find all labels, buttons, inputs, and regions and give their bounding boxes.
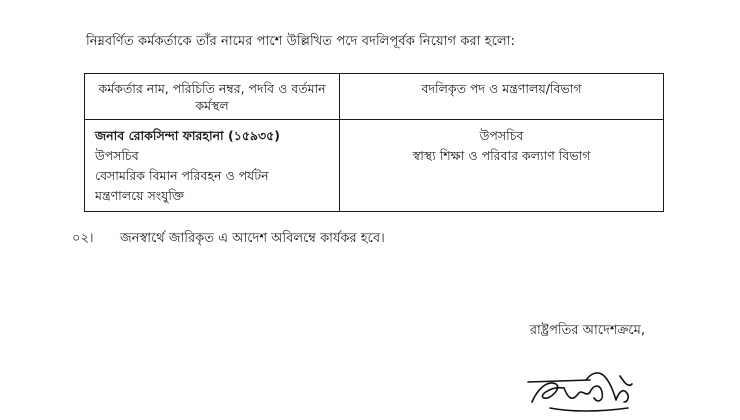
officer-name: জনাব রোকসিন্দা ফারহানা (১৫৯৩৫) [95, 128, 280, 143]
table-row [85, 120, 664, 212]
handwritten-signature [520, 358, 650, 420]
officer-workplace-line1: বেসামরিক বিমান পরিবহন ও পর্যটন [95, 168, 269, 183]
transfer-cell [340, 120, 664, 212]
officer-designation: উপসচিব [95, 148, 139, 163]
transfer-division: স্বাস্থ্য শিক্ষা ও পরিবার কল্যাণ বিভাগ [412, 148, 591, 163]
transfer-table [84, 73, 664, 212]
officer-workplace-line2: মন্ত্রণালয়ে সংযুক্তি [95, 188, 185, 203]
intro-text: নিম্নবর্ণিত কর্মকর্তাকে তাঁর নামের পাশে উল্লিখিত পদে বদলিপূর্বক নিয়োগ করা হলো: [86, 34, 515, 49]
transfer-column-header: বদলিকৃত পদ ও মন্ত্রণালয়/বিভাগ [340, 74, 664, 120]
order-by-line: রাষ্ট্রপতির আদেশক্রমে, [529, 323, 645, 338]
table-header-row [85, 74, 664, 120]
paragraph-text: জনস্বার্থে জারিকৃত এ আদেশ অবিলম্বে কার্যকর হবে। [120, 231, 385, 246]
paragraph-number: ০২। [72, 231, 94, 246]
transfer-post: উপসচিব [479, 128, 524, 143]
officer-column-header: কর্মকর্তার নাম, পরিচিতি নম্বর, পদবি ও বর্তমান কর্মস্থল [85, 74, 340, 120]
officer-cell [85, 120, 340, 212]
